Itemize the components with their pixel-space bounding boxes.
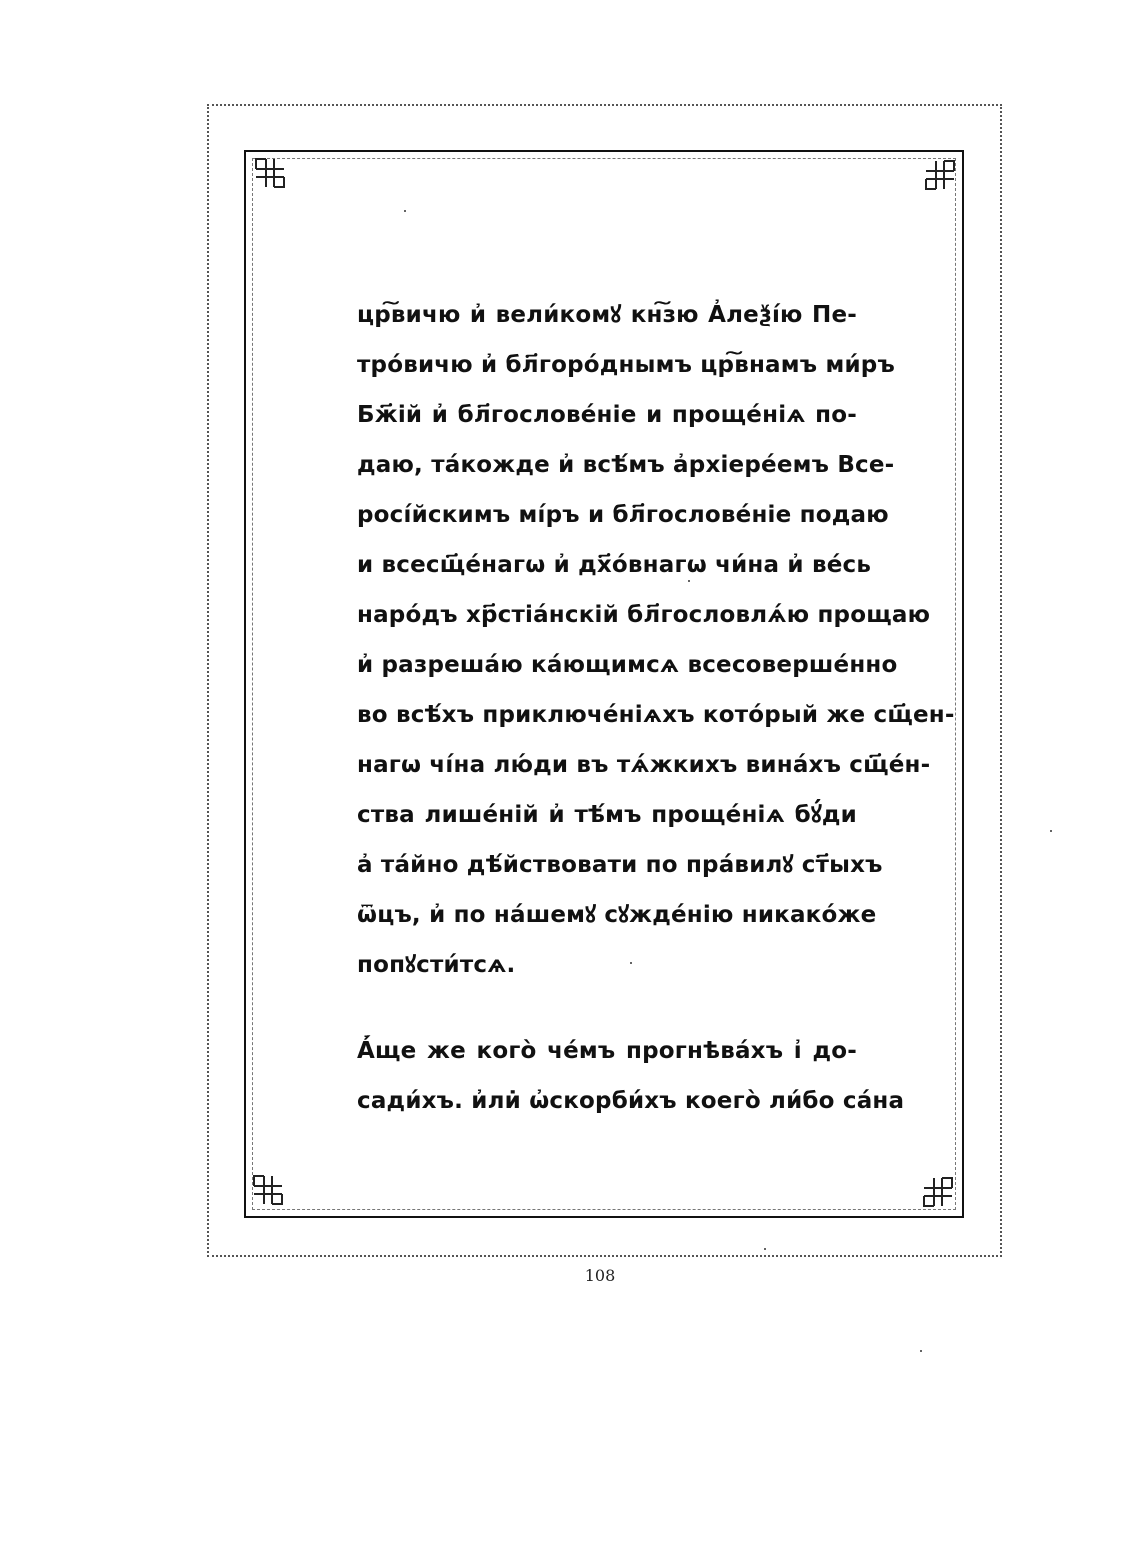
- text-line: и всесщ҃е́нагѡ и҆ дх҃о́внагѡ чи́на и҆ ве́сь: [357, 552, 872, 578]
- print-speck: [404, 210, 406, 212]
- text-line: и҆ разреша́ю ка́ющимсѧ всесоверше́нно: [357, 652, 898, 678]
- corner-ornament-icon: [252, 155, 288, 191]
- text-line: ѿцъ, и҆ по на́шемꙋ сꙋжде́нію никако́же: [357, 902, 877, 928]
- print-speck: [764, 1248, 766, 1250]
- page-number: 108: [584, 1266, 616, 1285]
- text-line: ства лише́ній и҆ тѣ́мъ проще́ніѧ бꙋ́ди: [357, 802, 857, 828]
- text-line: наро́дъ хр҃стіа́нскій бл҃гословлѧ́ю прощаю: [357, 602, 931, 628]
- corner-ornament-icon: [250, 1172, 286, 1208]
- text-line: а҆ та́йно дѣ́йствовати по пра́вилꙋ ст҃ыхъ: [357, 852, 883, 878]
- print-speck: [688, 580, 690, 582]
- text-line: А҆́ще же кого̀ че́мъ прогнѣва́хъ і҆ до-: [357, 1038, 857, 1064]
- text-line: попꙋсти́тсѧ.: [357, 952, 516, 978]
- print-speck: [920, 1350, 922, 1352]
- corner-ornament-icon: [920, 1174, 956, 1210]
- text-line: нагѡ чі́на лю́ди въ тѧ́жкихъ вина́хъ сщ҃е́н-: [357, 752, 931, 778]
- text-line: росі́йскимъ мі́ръ и бл҃гослове́ніе подаю: [357, 502, 889, 528]
- print-speck: [630, 962, 632, 964]
- body-text: [357, 290, 955, 1126]
- print-speck: [1050, 830, 1052, 832]
- text-line: цр͠вичю и҆ вели́комꙋ кн͠зю А҆леѯі́ю Пе-: [357, 302, 857, 328]
- text-line: Бж҃ій и҆ бл҃гослове́ніе и проще́ніѧ по-: [357, 402, 857, 428]
- text-line: сади́хъ. и҆ли̇ ѡ҆скорби́хъ коего̀ ли́бо са́на: [357, 1088, 905, 1114]
- text-line: во всѣ́хъ приключе́ніѧхъ кото́рый же сщ҃ен-: [357, 702, 955, 728]
- text-line: даю, та́кожде и҆ всѣ́мъ а҆рхіере́емъ Все-: [357, 452, 895, 478]
- paragraph-gap: [357, 990, 857, 1026]
- text-line: тро́вичю и҆ бл҃горо́днымъ цр͠внамъ ми́ръ: [357, 352, 895, 378]
- corner-ornament-icon: [922, 157, 958, 193]
